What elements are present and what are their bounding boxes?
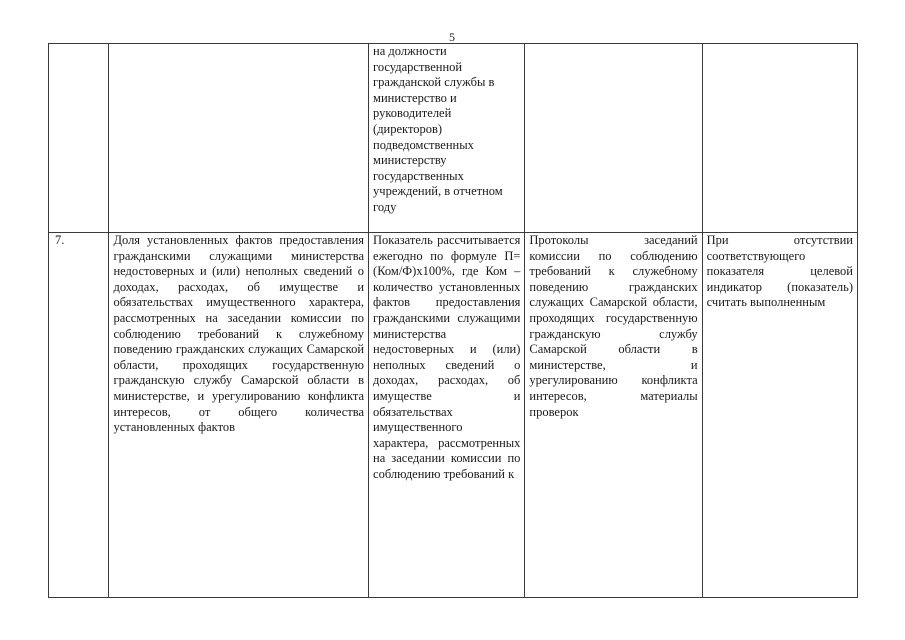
source-cell bbox=[525, 44, 702, 233]
indicator-text: Доля установленных фактов предоставления гражданскими служащими министерства недостоверных и (или) неполных сведений о доходах, расходах, об имуществе и обязательствах имущественного характера, рассмотренных на заседании комиссии по соблюдению требований к служебному поведению гражданских служащих Самарской области, проходящих государственную гражданскую службу Самарской области в министерстве, и урегулированию конфликта интересов, от общего количества установленных фактов bbox=[109, 233, 369, 598]
note-cell bbox=[702, 44, 857, 233]
table-row bbox=[49, 44, 858, 233]
number-cell bbox=[49, 44, 109, 233]
method-cell: на должности государственной гражданской службы в министерство и руководителей (директоров) подведомственных министерству государственных учреждений, в отчетном году bbox=[369, 44, 525, 233]
page-number: 5 bbox=[449, 30, 455, 44]
table-row bbox=[49, 233, 858, 598]
method-text: Показатель рассчитывается ежегодно по формуле П=(Ком/Ф)х100%, где Ком – количество установленных фактов предоставления гражданскими служащими министерства недостоверных и (или) неполных сведений о доходах, расходах, об имуществе и обязательствах имущественного характера, рассмотренных на заседании комиссии по соблюдению требований к bbox=[369, 233, 525, 598]
note-text: При отсутствии соответствующего показателя целевой индикатор (показатель) считать выполненным bbox=[702, 233, 857, 598]
source-text: Протоколы заседаний комиссии по соблюдению требований к служебному поведению гражданских служащих Самарской области, проходящих государственную гражданскую службу Самарской области в министерстве, и урегулированию конфликта интересов, материалы проверок bbox=[525, 233, 702, 598]
indicators-table bbox=[48, 43, 858, 598]
indicator-cell bbox=[109, 44, 369, 233]
row-number: 7. bbox=[49, 233, 109, 598]
